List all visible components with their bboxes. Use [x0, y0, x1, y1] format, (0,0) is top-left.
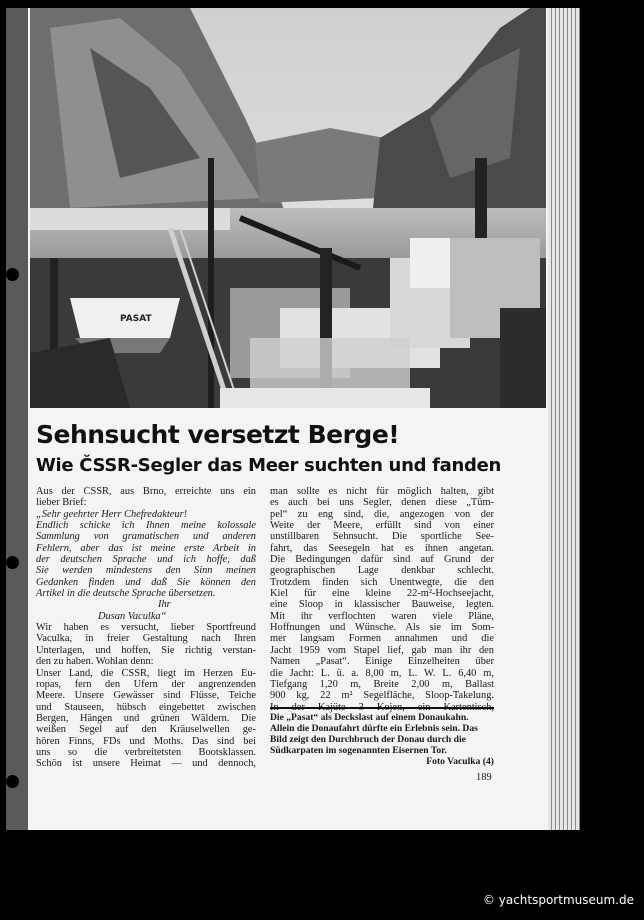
text-line: der deutschen Sprache und ich hoffe, daß [36, 554, 256, 566]
text-line: Wir haben es versucht, lieber Sportfreund [36, 622, 256, 634]
text-line: Dusan Vaculka“ [98, 610, 167, 622]
text-line: Artikel in die deutsche Sprache übersetzen. [36, 588, 216, 600]
photo-caption-text: Die „Pasat“ als Deckslast auf einem Donaukahn. Allein die Donaufahrt dürfte ein Erlebnis sein. Das Bild zeigt den Durchbruch der Donau durch die Südkarpaten im sogenannten Eisernen Tor. [270, 712, 478, 756]
text-line: Weite der Meere, erfüllt sind von einer [270, 520, 494, 532]
punch-hole [6, 268, 19, 281]
photo-caption [270, 712, 494, 767]
text-line: uns so die verbreitetsten Bootsklassen. [36, 746, 256, 758]
text-line: Ihr [158, 599, 171, 611]
text-line: Tiefgang 1,20 m, Breite 2,00 m, Ballast [270, 678, 494, 690]
text-line: die Jacht: L. ü. a. 8,00 m, L. W. L. 6,40 m, [270, 667, 494, 679]
text-line: Schön ist unsere Heimat — und dennoch, [36, 758, 256, 770]
text-line: Sammlung von gramatischen und anderen [36, 531, 256, 543]
article-left-column [36, 486, 256, 770]
text-line: 900 kg, 22 m² Segelfläche, Sloop-Takelung. [270, 690, 494, 702]
text-line: Mit ihr verflochten waren viele Pläne, [270, 610, 494, 622]
watermark: © yachtsportmuseum.de [482, 893, 634, 907]
text-line: und Stauseen, hübsch eingebettet zwischen [36, 701, 256, 713]
text-line: fahrt, das Seesegeln hat es ihnen angetan. [270, 542, 494, 554]
punch-hole [6, 775, 19, 788]
text-line: Hoffnungen und Wünsche. Als sie im Som- [270, 622, 494, 634]
text-line: Namen „Pasat“. Einige Einzelheiten über [270, 656, 494, 668]
text-line: Unser Land, die ČSSR, liegt im Herzen Eu- [36, 667, 256, 679]
text-line: Gedanken finden und daß Sie können den [36, 576, 256, 588]
page-stack-edge [548, 8, 580, 830]
caption-rule [270, 707, 494, 709]
text-line: Aus der ČSSR, aus Brno, erreichte uns ein [36, 486, 256, 497]
text-line: geographischen Lage denkbar schlecht. [270, 565, 494, 577]
article-right-column [270, 486, 494, 713]
text-line: Meere. Unsere Gewässer sind Flüsse, Teiche [36, 690, 256, 702]
danube-gorge-photo [30, 8, 546, 408]
text-line: Die Bedingungen dafür sind auf Grund der [270, 554, 494, 566]
text-line: Trotzdem finden sich Unentwegte, die den [270, 576, 494, 588]
punch-hole [6, 556, 19, 569]
page-number: 189 [476, 772, 492, 783]
text-line: pel“ zu eng sind, die, angezogen von der [270, 508, 494, 520]
text-line: Vaculka, in freier Gestaltung nach Ihren [36, 633, 256, 645]
text-line: man sollte es nicht für möglich halten, gibt [270, 486, 494, 497]
text-line: Kiel für eine kleine 22-m²-Hochseejacht, [270, 588, 494, 600]
text-line: „Sehr geehrter Herr Chefredakteur! [36, 508, 188, 520]
text-line: hören Finns, FDs und Moths. Das sind bei [36, 735, 256, 747]
text-line: Endlich schicke ich Ihnen meine kolossale [36, 520, 256, 532]
boat-name-lettering: PASAT [120, 314, 152, 324]
text-line: es auch bei uns Segler, denen diese „Tüm- [270, 497, 494, 509]
text-line: Sie werden mindestens den Sinn meinen [36, 565, 256, 577]
article-subheadline: Wie ČSSR-Segler das Meer suchten und fanden [36, 455, 502, 476]
text-line: lieber Brief: [36, 497, 87, 509]
article-headline: Sehnsucht versetzt Berge! [36, 420, 400, 449]
text-line: eine Sloop in klassischer Bauweise, legten. [270, 599, 494, 611]
left-page-edge [6, 8, 28, 830]
text-line: unstillbaren Sehnsucht. Die sportliche See- [270, 531, 494, 543]
text-line: Fehlern, aber das ist meine erste Arbeit in [36, 542, 256, 554]
text-line: Bergen, Hängen und grünen Wäldern. Die [36, 712, 256, 724]
text-line: Jacht 1959 vom Stapel lief, gab man ihr den [270, 644, 494, 656]
text-line: ropas, fern den Ufern der angrenzenden [36, 678, 256, 690]
text-line: den zu haben. Wohlan denn: [36, 656, 154, 668]
text-line: Unterlagen, und hoffen, Sie richtig verstan- [36, 644, 256, 656]
photo-credit: Foto Vaculka (4) [426, 756, 494, 767]
text-line: mer langsam Formen annahmen und die [270, 633, 494, 645]
text-line: weißen Segel auf den Kräuselwellen ge- [36, 724, 256, 736]
